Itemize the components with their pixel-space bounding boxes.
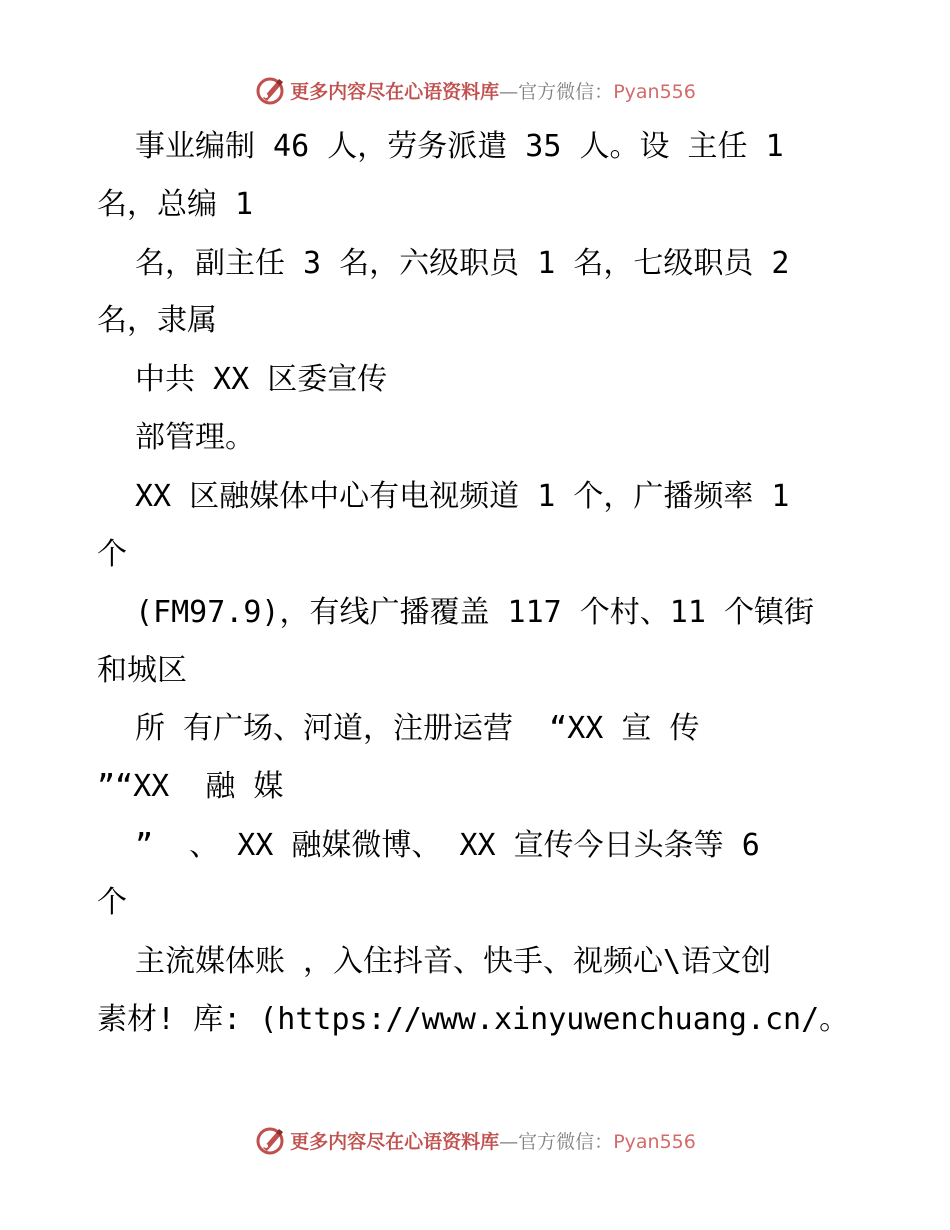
text-line-10: 和城区 [97,653,187,688]
banner-wechat-id: Pyan556 [613,80,696,103]
text-line-5: 中共 XX 区委宣传 [135,362,388,397]
text-line-6: 部管理。 [135,420,255,455]
text-line-4: 名，隶属 [97,303,217,338]
text-line-16: 素材! 库: (https://www.xinyuwenchuang.cn/。 [97,1002,850,1037]
text-line-8: 个 [97,537,127,572]
banner-content-footer [254,1124,696,1156]
footer-banner [0,1120,950,1160]
text-line-12: ”“XX 融 媒 [97,769,284,804]
banner-text [290,77,696,104]
text-line-7: XX 区融媒体中心有电视频道 1 个，广播频率 1 [135,479,790,514]
banner-wechat-label: 官方微信： [518,80,614,103]
text-line-14: 个 [97,885,127,920]
text-line-1: 事业编制 46 人，劳务派遣 35 人。设 主任 1 [135,129,784,164]
text-line-15: 主流媒体账 ，入住抖音、快手、视频心\语文创 [135,944,772,979]
banner-site-name: 更多内容尽在心语资料库 [290,1130,500,1153]
banner-text-footer [290,1127,696,1154]
pen-logo-icon [254,1124,286,1156]
header-banner [0,70,950,110]
pen-logo-icon [254,74,286,106]
banner-dash: — [499,80,519,103]
banner-wechat-id: Pyan556 [613,1130,696,1153]
text-line-11: 所 有广场、河道，注册运营 “XX 宣 传 [135,711,700,746]
banner-site-name: 更多内容尽在心语资料库 [290,80,500,103]
text-line-3: 名，副主任 3 名，六级职员 1 名，七级职员 2 [135,246,790,281]
text-line-2: 名，总编 1 [97,187,254,222]
banner-wechat-label: 官方微信： [518,1130,614,1153]
banner-dash: — [499,1130,519,1153]
text-line-9: (FM97.9)，有线广播覆盖 117 个村、11 个镇街 [135,595,814,630]
banner-content [254,74,696,106]
text-line-13: ” 、 XX 融媒微博、 XX 宣传今日头条等 6 [135,828,760,863]
